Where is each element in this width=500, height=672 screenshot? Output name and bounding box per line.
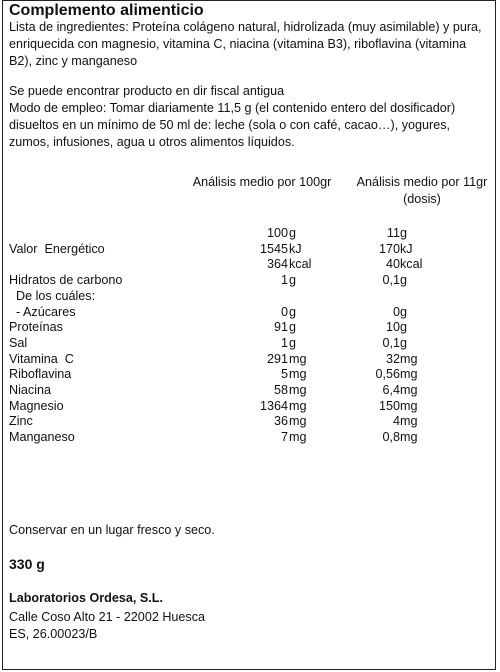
value-100g: 291	[266, 351, 288, 366]
unit-dose: mg	[400, 430, 418, 445]
value-100g: 7	[280, 430, 288, 445]
nutrient-label: Vitamina C	[9, 351, 74, 366]
nutrient-label: Zinc	[9, 414, 33, 429]
value-dose: 40	[385, 257, 400, 272]
ingredients-text: Lista de ingredientes: Proteína colágeno natural, hidrolizada (muy asimilable) y pura, enriquecida con magnesio, vitamina C, niacina (vitamina B3), riboflavina (vitamina B2), zinc y manganeso	[9, 20, 482, 68]
nutrient-label: De los cuáles:	[9, 288, 96, 303]
company-address: Calle Coso Alto 21 - 22002 Huesca	[9, 610, 206, 624]
value-dose: 10	[385, 320, 400, 335]
value-100g: 0	[280, 304, 288, 319]
value-100g: 364	[266, 257, 288, 272]
unit-dose: g	[400, 320, 408, 335]
unit-100g: kJ	[289, 241, 302, 256]
unit-dose: kcal	[400, 257, 423, 272]
unit-100g: mg	[289, 398, 307, 413]
fiscal-note: Se puede encontrar producto en dir fiscal antigua	[9, 84, 285, 98]
column-header-dose: Análisis medio por 11gr (dosis)	[356, 175, 488, 206]
value-dose: 150	[378, 398, 400, 413]
nutrient-label: Sal	[9, 335, 28, 350]
unit-100g: g	[289, 320, 297, 335]
nutrient-label: Valor Energético	[9, 241, 105, 256]
unit-100g: g	[289, 304, 297, 319]
unit-dose: g	[400, 335, 408, 350]
unit-dose: g	[400, 304, 408, 319]
nutrient-label: - Azúcares	[9, 304, 76, 319]
nutrient-label: Hidratos de carbono	[9, 273, 123, 288]
usage-block	[9, 83, 487, 151]
column-header-100g: Análisis medio por 100gr	[192, 175, 332, 189]
net-weight: 330 g	[9, 556, 45, 572]
unit-dose: mg	[400, 383, 418, 397]
usage-text: Modo de empleo: Tomar diariamente 11,5 g (el contenido entero del dosificador) disueltos en un mínimo de 50 ml de: leche (sola o con café, cacao…), yogures, zumos, infusiones, agua u otros alimentos líquidos.	[9, 101, 456, 149]
nutrient-label: Niacina	[9, 383, 51, 397]
value-100g: 100	[266, 226, 288, 240]
unit-100g: g	[289, 226, 297, 240]
unit-100g: kcal	[289, 257, 312, 272]
unit-100g: g	[289, 335, 297, 350]
unit-dose: mg	[400, 351, 418, 366]
company-name: Laboratorios Ordesa, S.L.	[9, 591, 163, 605]
unit-dose: mg	[400, 414, 418, 429]
unit-dose: g	[400, 226, 408, 240]
product-title: Complemento alimenticio	[9, 2, 204, 19]
nutrient-label: Proteínas	[9, 320, 63, 335]
storage-text: Conservar en un lugar fresco y seco.	[9, 523, 215, 537]
registry-number: ES, 26.00023/B	[9, 627, 98, 641]
unit-100g: mg	[289, 383, 307, 397]
unit-dose: mg	[400, 367, 418, 382]
unit-100g: g	[289, 273, 297, 288]
value-100g: 1545	[259, 241, 288, 256]
nutrient-label: Riboflavina	[9, 367, 72, 382]
value-100g: 58	[273, 383, 288, 397]
value-dose: 0,56	[375, 367, 400, 382]
value-dose: 170	[378, 241, 400, 256]
value-dose: 0,8	[382, 430, 400, 445]
unit-100g: mg	[289, 351, 307, 366]
value-dose: 6,4	[382, 383, 400, 397]
value-100g: 5	[280, 367, 288, 382]
value-100g: 91	[273, 320, 288, 335]
value-100g: 1	[280, 335, 288, 350]
value-dose: 11	[386, 226, 400, 240]
nutrient-label: Magnesio	[9, 398, 64, 413]
value-dose: 4	[392, 414, 400, 429]
unit-dose: g	[400, 273, 408, 288]
value-dose: 0,1	[382, 335, 400, 350]
unit-dose: kJ	[400, 241, 413, 256]
unit-dose: mg	[400, 398, 418, 413]
value-dose: 0,1	[382, 273, 400, 288]
unit-100g: mg	[289, 430, 307, 445]
unit-100g: mg	[289, 414, 307, 429]
nutrient-label: Manganeso	[9, 430, 75, 445]
value-100g: 1	[280, 273, 288, 288]
value-100g: 36	[273, 414, 288, 429]
value-100g: 1364	[259, 398, 288, 413]
value-dose: 0	[392, 304, 400, 319]
unit-100g: mg	[289, 367, 307, 382]
value-dose: 32	[385, 351, 400, 366]
